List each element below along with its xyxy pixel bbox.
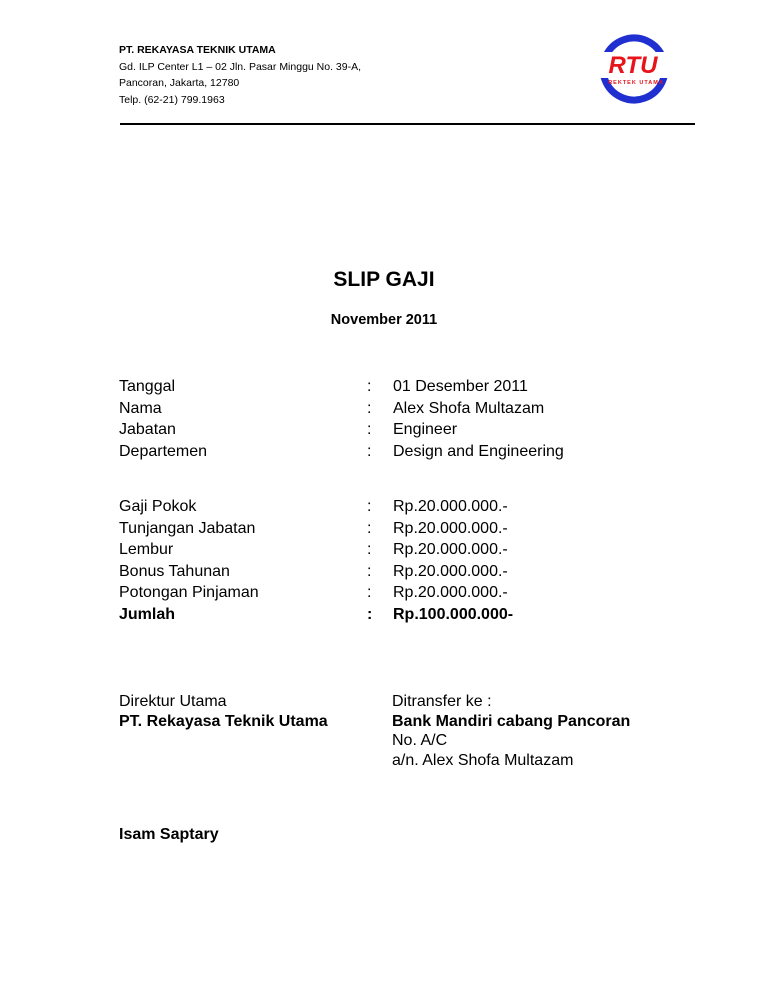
salary-label: Bonus Tahunan — [119, 562, 230, 580]
info-value: Alex Shofa Multazam — [393, 399, 545, 417]
info-label: Tanggal — [119, 378, 176, 395]
transfer-holder: a/n. Alex Shofa Multazam — [392, 751, 574, 769]
salary-amount: Rp.20.000.000.- — [393, 584, 508, 602]
salary-colon: : — [367, 562, 372, 580]
info-colon: : — [367, 421, 372, 439]
company-name: PT. REKAYASA TEKNIK UTAMA — [119, 44, 276, 56]
info-value: 01 Desember 2011 — [393, 378, 528, 395]
logo-subtext: REKTEK UTAMA — [608, 80, 664, 86]
info-value: Design and Engineering — [393, 442, 564, 460]
salary-colon: : — [367, 498, 372, 515]
document-title: SLIP GAJI — [333, 268, 435, 291]
header-divider — [120, 123, 695, 125]
pay-period: November 2011 — [330, 312, 438, 328]
transfer-heading: Ditransfer ke : — [392, 693, 492, 710]
salary-amount: Rp.20.000.000.- — [393, 519, 508, 537]
info-value: Engineer — [393, 421, 458, 439]
signatory-company: PT. Rekayasa Teknik Utama — [119, 712, 328, 730]
info-label: Jabatan — [119, 421, 176, 439]
salary-label: Gaji Pokok — [119, 498, 197, 515]
salary-amount: Rp.20.000.000.- — [393, 541, 508, 559]
info-colon: : — [367, 442, 372, 460]
salary-label: Tunjangan Jabatan — [119, 519, 256, 537]
salary-colon: : — [367, 519, 372, 537]
company-address-line1: Gd. ILP Center L1 – 02 Jln. Pasar Minggu No. 39-A, — [119, 60, 362, 73]
signatory-name: Isam Saptary — [119, 826, 219, 843]
total-colon: : — [367, 605, 373, 623]
company-header — [119, 42, 361, 108]
company-logo — [596, 34, 670, 104]
salary-amount: Rp.20.000.000.- — [393, 562, 508, 580]
transfer-bank: Bank Mandiri cabang Pancoran — [392, 712, 631, 730]
total-label: Jumlah — [119, 605, 176, 623]
info-label: Departemen — [119, 442, 208, 460]
salary-amount: Rp.20.000.000.- — [393, 498, 508, 515]
info-colon: : — [367, 399, 372, 417]
logo-text: RTU — [608, 52, 658, 79]
signatory-role: Direktur Utama — [119, 693, 227, 710]
salary-label: Potongan Pinjaman — [119, 584, 259, 602]
info-label: Nama — [119, 399, 162, 417]
company-address-line2: Pancoran, Jakarta, 12780 — [119, 77, 240, 89]
salary-label: Lembur — [119, 541, 174, 559]
info-colon: : — [367, 378, 372, 395]
salary-colon: : — [367, 584, 372, 602]
transfer-account: No. A/C — [392, 732, 448, 749]
company-phone: Telp. (62-21) 799.1963 — [119, 93, 225, 106]
transfer-block — [392, 692, 630, 770]
total-amount: Rp.100.000.000- — [393, 605, 514, 623]
signatory-block — [119, 692, 328, 731]
salary-colon: : — [367, 541, 372, 559]
